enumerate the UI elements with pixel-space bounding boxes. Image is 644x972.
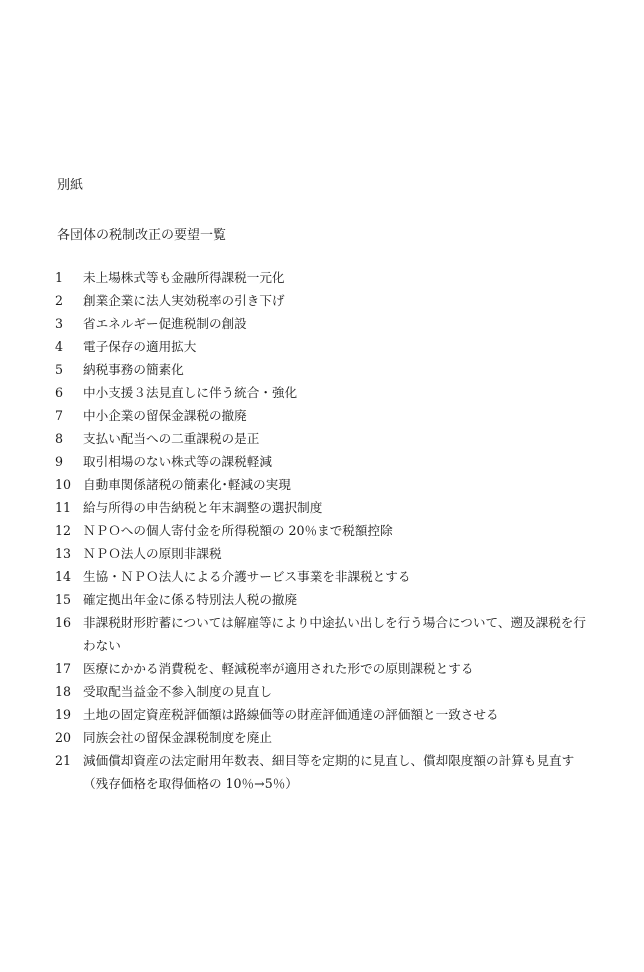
list-item bbox=[0, 565, 644, 588]
list-item bbox=[0, 381, 644, 404]
item-number: 13 bbox=[55, 546, 72, 561]
item-text: 未上場株式等も金融所得課税一元化 bbox=[83, 270, 285, 285]
item-text: 給与所得の申告納税と年末調整の選択制度 bbox=[83, 500, 323, 515]
item-text: 中小支援３法見直しに伴う統合・強化 bbox=[83, 385, 298, 400]
item-number: 3 bbox=[55, 316, 64, 331]
item-text: 土地の固定資産税評価額は路線価等の財産評価通達の評価額と一致させる bbox=[83, 707, 499, 722]
item-number: 8 bbox=[55, 431, 64, 446]
item-number: 6 bbox=[55, 385, 64, 400]
list-item bbox=[0, 450, 644, 473]
list-item bbox=[0, 335, 644, 358]
list-item bbox=[0, 680, 644, 703]
item-text: 確定拠出年金に係る特別法人税の撤廃 bbox=[83, 592, 298, 607]
item-text: 取引相場のない株式等の課税軽減 bbox=[83, 454, 272, 469]
item-number: 21 bbox=[55, 753, 72, 768]
item-text: 非課税財形貯蓄については解雇等により中途払い出しを行う場合について、遡及課税を行わない bbox=[83, 615, 586, 653]
item-text: 電子保存の適用拡大 bbox=[83, 339, 197, 354]
item-number: 12 bbox=[55, 523, 72, 538]
item-text: ＮＰＯへの個人寄付金を所得税額の 20％まで税額控除 bbox=[83, 523, 393, 538]
list-item bbox=[0, 473, 644, 496]
item-text: 生協・ＮＰＯ法人による介護サービス事業を非課税とする bbox=[83, 569, 411, 584]
list-item bbox=[0, 657, 644, 680]
list-item bbox=[0, 358, 644, 381]
request-list bbox=[0, 266, 644, 795]
list-item bbox=[0, 289, 644, 312]
list-item bbox=[0, 404, 644, 427]
list-item bbox=[0, 703, 644, 726]
item-number: 17 bbox=[55, 661, 72, 676]
item-number: 19 bbox=[55, 707, 72, 722]
item-number: 15 bbox=[55, 592, 72, 607]
item-text: 医療にかかる消費税を、軽減税率が適用された形での原則課税とする bbox=[83, 661, 474, 676]
list-item bbox=[0, 312, 644, 335]
item-number: 18 bbox=[55, 684, 72, 699]
list-item bbox=[0, 542, 644, 565]
list-item bbox=[0, 496, 644, 519]
item-number: 9 bbox=[55, 454, 64, 469]
item-number: 10 bbox=[55, 477, 72, 492]
list-item bbox=[0, 749, 644, 795]
list-item bbox=[0, 427, 644, 450]
item-text: 自動車関係諸税の簡素化･軽減の実現 bbox=[83, 477, 291, 492]
list-item bbox=[0, 588, 644, 611]
list-item bbox=[0, 726, 644, 749]
list-item bbox=[0, 611, 644, 657]
item-text: 支払い配当への二重課税の是正 bbox=[83, 431, 260, 446]
item-number: 14 bbox=[55, 569, 72, 584]
item-number: 7 bbox=[55, 408, 64, 423]
item-text: 省エネルギー促進税制の創設 bbox=[83, 316, 247, 331]
item-text: 受取配当益金不参入制度の見直し bbox=[83, 684, 272, 699]
item-number: 11 bbox=[55, 500, 72, 515]
item-number: 5 bbox=[55, 362, 64, 377]
item-text: 創業企業に法人実効税率の引き下げ bbox=[83, 293, 285, 308]
item-text: 中小企業の留保金課税の撤廃 bbox=[83, 408, 247, 423]
item-text: ＮＰＯ法人の原則非課税 bbox=[83, 546, 222, 561]
item-number: 1 bbox=[55, 270, 64, 285]
item-number: 20 bbox=[55, 730, 72, 745]
item-text: 納税事務の簡素化 bbox=[83, 362, 184, 377]
item-text: 減価償却資産の法定耐用年数表、細目等を定期的に見直し、償却限度額の計算も見直す（残存価格を取得価格の 10％→5％） bbox=[83, 753, 575, 791]
item-number: 2 bbox=[55, 293, 64, 308]
list-item bbox=[0, 519, 644, 542]
item-number: 16 bbox=[55, 615, 72, 630]
list-item bbox=[0, 266, 644, 289]
attachment-label: 別紙 bbox=[57, 178, 84, 193]
item-number: 4 bbox=[55, 339, 64, 354]
document-title: 各団体の税制改正の要望一覧 bbox=[57, 228, 227, 243]
item-text: 同族会社の留保金課税制度を廃止 bbox=[83, 730, 272, 745]
